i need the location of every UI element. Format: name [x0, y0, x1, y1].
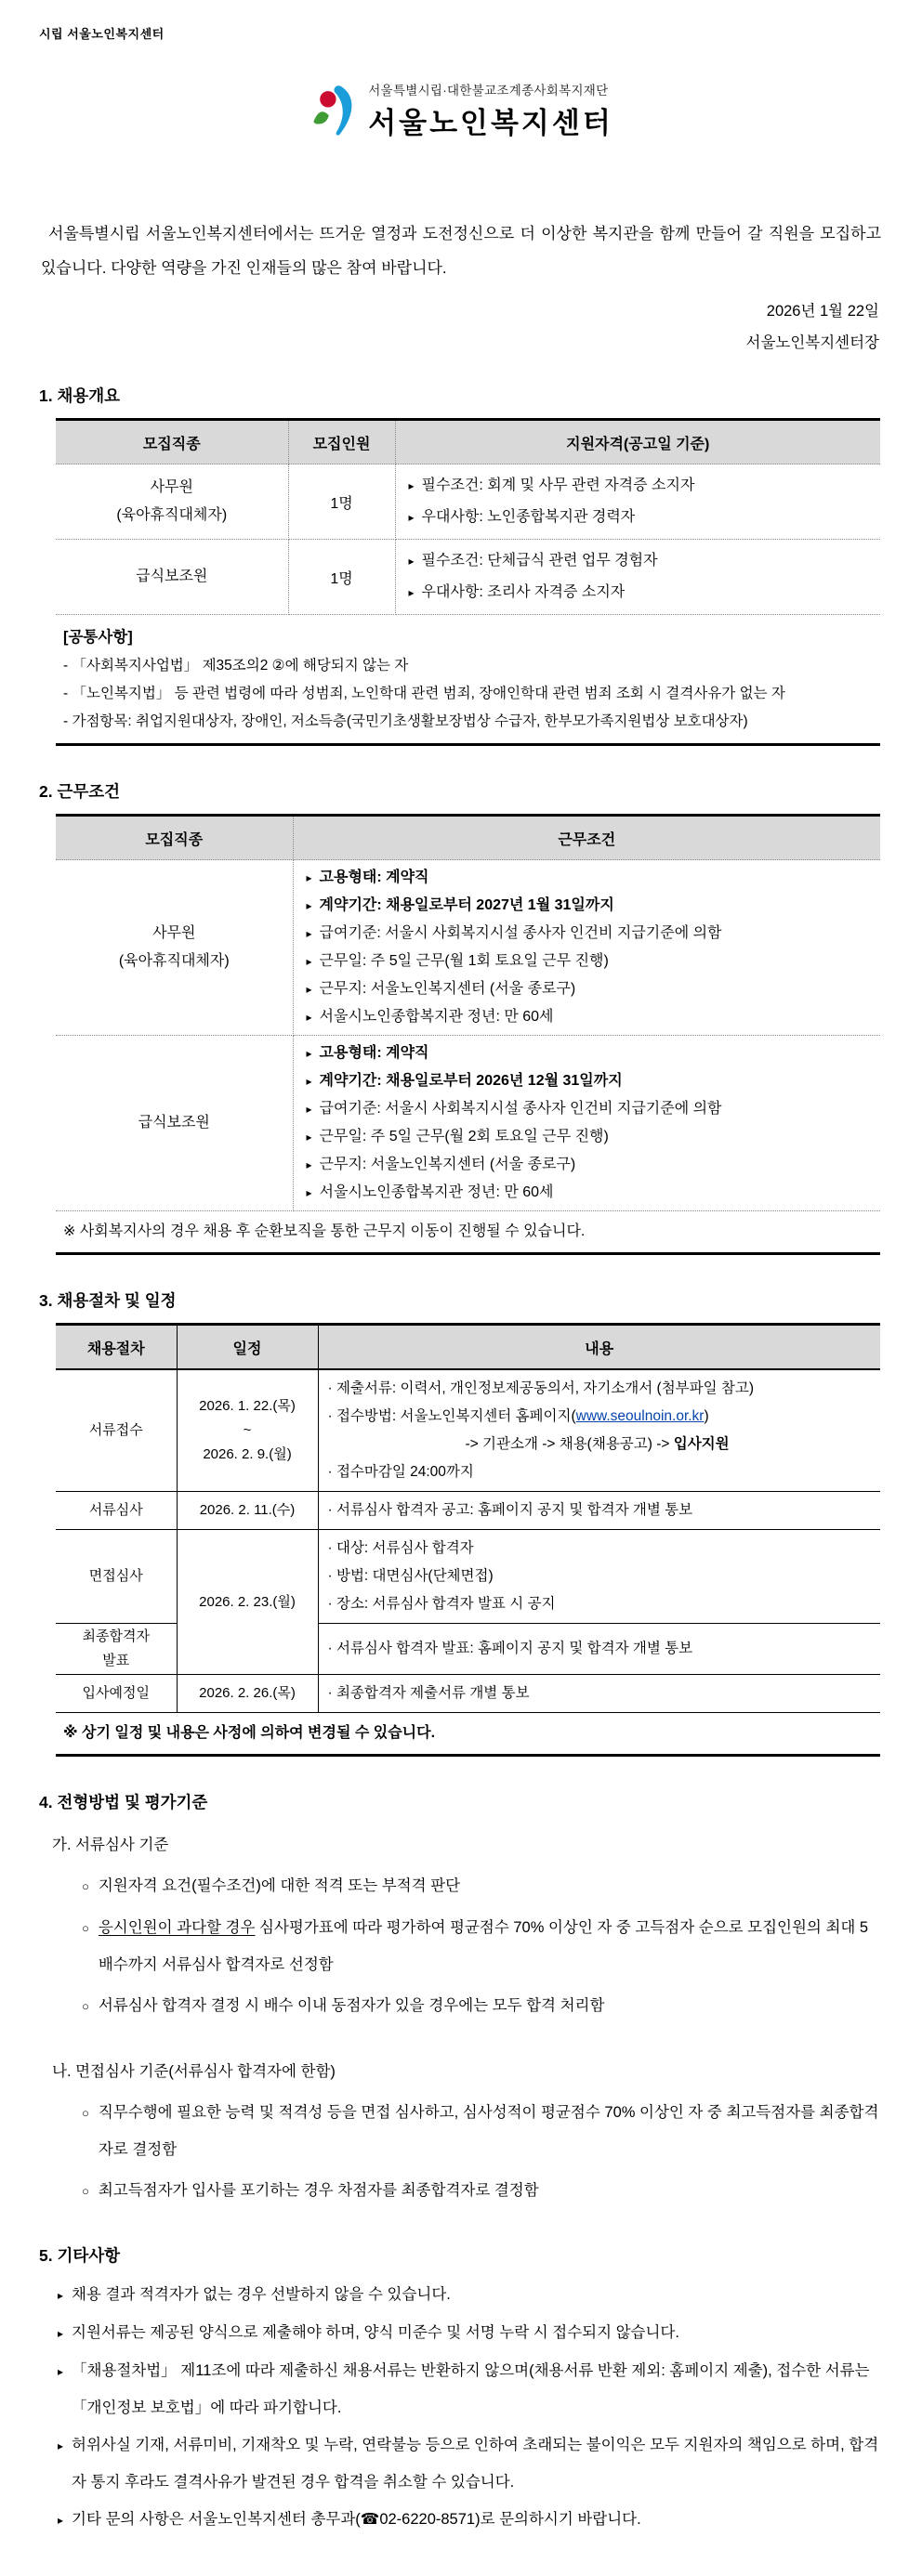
schedule-header-row [56, 1325, 880, 1370]
triangle-bullet-icon: ▸ [306, 1047, 312, 1061]
col-header-conditions: 근무조건 [293, 816, 880, 860]
condition-item: ▸ 계약기간: 채용일로부터 2026년 12월 31일까지 [307, 1067, 876, 1095]
row-interview [56, 1530, 880, 1624]
triangle-bullet-icon: ▸ [306, 1075, 312, 1089]
col-header-detail: 내용 [318, 1325, 880, 1370]
underlined-phrase: 응시인원이 과다할 경우 [98, 1919, 256, 1937]
cell-detail [318, 1369, 880, 1492]
logo-org-line: 서울특별시립·대한불교조계종사회복지재단 [368, 84, 609, 98]
cell-count: 1명 [288, 464, 395, 540]
detail-line: · 접수마감일 24:00까지 [327, 1464, 474, 1481]
table-row-office-worker [56, 464, 880, 540]
schedule-note: ※ 상기 일정 및 내용은 사정에 의하여 변경될 수 있습니다. [56, 1713, 880, 1756]
triangle-bullet-icon: ▸ [408, 555, 415, 569]
triangle-bullet-icon: ▸ [408, 511, 415, 525]
logo-title: 서울노인복지센터 [368, 107, 613, 139]
circle-bullet-icon: ○ [82, 2184, 89, 2199]
detail-line: · 대상: 서류심사 합격자 [327, 1540, 474, 1557]
row-document-screening [56, 1492, 880, 1530]
detail-line: · 방법: 대면심사(단체면접) [327, 1568, 494, 1585]
date-end: 2026. 2. 9.(월) [203, 1446, 292, 1463]
triangle-bullet-icon: ▸ [306, 955, 312, 969]
criteria-item: ○ 직무수행에 필요한 능력 및 적격성 등을 면접 심사하고, 심사성적이 평균점수 70% 이상인 자 중 최고득점자를 최종합격자로 결정함 [82, 2094, 883, 2168]
cell-step: 서류접수 [56, 1369, 177, 1492]
cell-count: 1명 [288, 540, 395, 615]
triangle-bullet-icon: ▸ [306, 1158, 312, 1172]
announcement-date: 2026년 1월 22일 [766, 302, 879, 320]
cell-step: 입사예정일 [56, 1675, 177, 1713]
triangle-bullet-icon: ▸ [58, 2327, 64, 2341]
qual-item: ▸ 필수조건: 회계 및 사무 관련 자격증 소지자 [409, 470, 876, 502]
triangle-bullet-icon: ▸ [306, 1131, 312, 1144]
triangle-bullet-icon: ▸ [58, 2439, 64, 2453]
job-name: 사무원 [152, 925, 196, 942]
table-row-kitchen-assistant [56, 540, 880, 615]
condition-item: ▸ 서울시노인종합복지관 정년: 만 60세 [307, 1003, 876, 1031]
criteria-item: ○ 지원자격 요건(필수조건)에 대한 적격 또는 부적격 판단 [82, 1867, 883, 1905]
cell-job [56, 1036, 293, 1211]
cell-date: 2026. 2. 11.(수) [177, 1492, 318, 1530]
intro-paragraph: 서울특별시립 서울노인복지센터에서는 뜨거운 열정과 도전정신으로 더 이상한 복지관을 함께 만들어 갈 직원을 모집하고 있습니다. 다양한 역량을 가진 인재들의 많은 참여 바랍니다. [41, 225, 881, 278]
cell-date-merged: 2026. 2. 23.(월) [177, 1530, 318, 1675]
detail-line: · 제출서류: 이력서, 개인정보제공동의서, 자기소개서 (첨부파일 참고) [327, 1380, 755, 1397]
job-subname: (육아휴직대체자) [116, 507, 228, 524]
detail-line: · 접수방법: 서울노인복지센터 홈페이지(www.seoulnoin.or.kr) [327, 1408, 709, 1425]
triangle-bullet-icon: ▸ [408, 479, 415, 493]
criteria-item: ○ 서류심사 합격자 결정 시 배수 이내 동점자가 있을 경우에는 모두 합격 처리함 [82, 1987, 883, 2025]
circle-bullet-icon: ○ [82, 1999, 89, 2014]
job-name: 급식보조원 [138, 1115, 210, 1131]
section1-title: 1. 채용개요 [39, 386, 121, 406]
logo-mark-icon [309, 84, 359, 137]
conditions-header-row [56, 816, 880, 860]
col-header-job: 모집직종 [56, 420, 288, 464]
common-requirements-title: [공통사항] [63, 629, 133, 647]
detail-line: · 장소: 서류심사 합격자 발표 시 공지 [327, 1596, 556, 1613]
col-header-count: 모집인원 [288, 420, 395, 464]
date-start: 2026. 1. 22.(목) [199, 1398, 296, 1415]
signature-block [39, 295, 883, 360]
condition-item: ▸ 급여기준: 서울시 사회복지시설 종사자 인건비 지급기준에 의함 [307, 920, 876, 948]
recruitment-overview-table [56, 418, 880, 746]
etc-item: ▸ 「채용절차법」 제11조에 따라 제출하신 채용서류는 반환하지 않으며(채용서류 반환 제외: 홈페이지 제출), 접수한 서류는 「개인정보 보호법」에 따라 파기합니다. [58, 2352, 883, 2426]
cell-detail [318, 1624, 880, 1675]
common-requirement-item: - 「노인복지법」 등 관련 법령에 따라 성범죄, 노인학대 관련 범죄, 장애인학대 관련 범죄 조회 시 결격사유가 없는 자 [63, 686, 785, 702]
center-logo [39, 81, 883, 140]
etc-item: ▸ 채용 결과 적격자가 없는 경우 선발하지 않을 수 있습니다. [58, 2276, 883, 2314]
apply-menu-label: 입사지원 [673, 1436, 730, 1453]
cell-date: 2026. 2. 26.(목) [177, 1675, 318, 1713]
job-name: 사무원 [150, 479, 193, 496]
cell-detail [318, 1492, 880, 1530]
step-line: 발표 [102, 1653, 130, 1669]
condition-item: ▸ 서울시노인종합복지관 정년: 만 60세 [307, 1179, 876, 1207]
condition-item: ▸ 고용형태: 계약직 [307, 1040, 876, 1067]
section2-title: 2. 근무조건 [39, 782, 121, 802]
condition-item: ▸ 근무지: 서울노인복지센터 (서울 종로구) [307, 1151, 876, 1179]
circle-bullet-icon: ○ [82, 1921, 89, 1936]
condition-item: ▸ 고용형태: 계약직 [307, 864, 876, 892]
section3-title: 3. 채용절차 및 일정 [39, 1291, 177, 1311]
triangle-bullet-icon: ▸ [306, 1103, 312, 1117]
cell-qualifications [395, 540, 880, 615]
job-name: 급식보조원 [136, 569, 208, 585]
doc-screening-criteria-title: 가. 서류심사 기준 [52, 1837, 169, 1854]
triangle-bullet-icon: ▸ [58, 2514, 64, 2528]
cell-conditions [293, 860, 880, 1036]
common-requirements-cell [56, 615, 880, 745]
triangle-bullet-icon: ▸ [306, 927, 312, 941]
triangle-bullet-icon: ▸ [306, 1011, 312, 1025]
interview-criteria-title: 나. 면접심사 기준(서류심사 합격자에 한함) [52, 2063, 336, 2081]
qual-item: ▸ 필수조건: 단체급식 관련 업무 경험자 [409, 545, 876, 577]
cell-qualifications [395, 464, 880, 540]
section5-title: 5. 기타사항 [39, 2246, 121, 2266]
condition-item: ▸ 근무일: 주 5일 근무(월 1회 토요일 근무 진행) [307, 948, 876, 975]
detail-line: · 서류심사 합격자 공고: 홈페이지 공지 및 합격자 개별 통보 [327, 1502, 693, 1519]
triangle-bullet-icon: ▸ [306, 871, 312, 885]
cell-job [56, 464, 288, 540]
triangle-bullet-icon: ▸ [408, 586, 415, 600]
etc-item: ▸ 허위사실 기재, 서류미비, 기재착오 및 누락, 연락불능 등으로 인하여 초래되는 불이익은 모두 지원자의 책임으로 하며, 합격자 통지 후라도 결격사유가 발견된 경우 합격을 취소할 수 있습니다. [58, 2426, 883, 2501]
corner-label: 시립 서울노인복지센터 [39, 27, 165, 41]
conditions-note: ※ 사회복지사의 경우 채용 후 순환보직을 통한 근무지 이동이 진행될 수 있습니다. [56, 1211, 880, 1254]
detail-line: · 최종합격자 제출서류 개별 통보 [327, 1685, 530, 1702]
cell-step [56, 1624, 177, 1675]
job-subname: (육아휴직대체자) [118, 953, 230, 970]
col-header-date: 일정 [177, 1325, 318, 1370]
detail-line: · 서류심사 합격자 발표: 홈페이지 공지 및 합격자 개별 통보 [327, 1641, 693, 1657]
cell-step: 서류심사 [56, 1492, 177, 1530]
etc-item: ▸ 지원서류는 제공된 양식으로 제출해야 하며, 양식 미준수 및 서명 누락 시 접수되지 않습니다. [58, 2314, 883, 2352]
triangle-bullet-icon: ▸ [306, 1186, 312, 1200]
row-join-date [56, 1675, 880, 1713]
schedule-note-row [56, 1713, 880, 1756]
conditions-note-row [56, 1211, 880, 1254]
triangle-bullet-icon: ▸ [58, 2289, 64, 2303]
detail-line: -> 기관소개 -> 채용(채용공고) -> 입사지원 [465, 1436, 730, 1453]
triangle-bullet-icon: ▸ [306, 899, 312, 913]
website-link[interactable]: www.seoulnoin.or.kr [575, 1408, 705, 1425]
cell-detail [318, 1530, 880, 1624]
criteria-item: ○ 최고득점자가 입사를 포기하는 경우 차점자를 최종합격자로 결정함 [82, 2172, 883, 2210]
section4-title: 4. 전형방법 및 평가기준 [39, 1793, 208, 1812]
overview-header-row [56, 420, 880, 464]
schedule-table [56, 1323, 880, 1757]
table-row-kitchen-assistant [56, 1036, 880, 1211]
announcement-signer: 서울노인복지센터장 [745, 334, 879, 352]
cell-detail [318, 1675, 880, 1713]
logo-text [368, 80, 613, 141]
common-requirements-row [56, 615, 880, 745]
etc-item: ▸ 기타 문의 사항은 서울노인복지센터 총무과(☎02-6220-8571)로 문의하시기 바랍니다. [58, 2501, 883, 2539]
qual-item: ▸ 우대사항: 조리사 자격증 소지자 [409, 577, 876, 608]
qual-item: ▸ 우대사항: 노인종합복지관 경력자 [409, 502, 876, 533]
working-conditions-table [56, 814, 880, 1255]
criteria-item: ○ 응시인원이 과다할 경우 심사평가표에 따라 평가하여 평균점수 70% 이상인 자 중 고득점자 순으로 모집인원의 최대 5배수까지 서류심사 합격자로 선정함 [82, 1909, 883, 1983]
condition-item: ▸ 근무지: 서울노인복지센터 (서울 종로구) [307, 975, 876, 1003]
cell-date [177, 1369, 318, 1492]
cell-job [56, 540, 288, 615]
row-document-submission [56, 1369, 880, 1492]
common-requirement-item: - 「사회복지사업법」 제35조의2 ②에 해당되지 않는 자 [63, 658, 409, 674]
date-tilde: ~ [243, 1422, 252, 1439]
circle-bullet-icon: ○ [82, 2106, 89, 2121]
cell-conditions [293, 1036, 880, 1211]
triangle-bullet-icon: ▸ [306, 983, 312, 997]
step-line: 최종합격자 [82, 1628, 150, 1645]
circle-bullet-icon: ○ [82, 1879, 89, 1894]
condition-item: ▸ 근무일: 주 5일 근무(월 2회 토요일 근무 진행) [307, 1123, 876, 1151]
common-requirement-item: - 가점항목: 취업지원대상자, 장애인, 저소득층(국민기초생활보장법상 수급자, 한부모가족지원법상 보호대상자) [63, 713, 748, 730]
table-row-office-worker [56, 860, 880, 1036]
condition-item: ▸ 계약기간: 채용일로부터 2027년 1월 31일까지 [307, 892, 876, 920]
condition-item: ▸ 급여기준: 서울시 사회복지시설 종사자 인건비 지급기준에 의함 [307, 1095, 876, 1123]
col-header-job: 모집직종 [56, 816, 293, 860]
col-header-qualification: 지원자격(공고일 기준) [395, 420, 880, 464]
cell-step: 면접심사 [56, 1530, 177, 1624]
col-header-step: 채용절차 [56, 1325, 177, 1370]
triangle-bullet-icon: ▸ [58, 2365, 64, 2379]
cell-job [56, 860, 293, 1036]
